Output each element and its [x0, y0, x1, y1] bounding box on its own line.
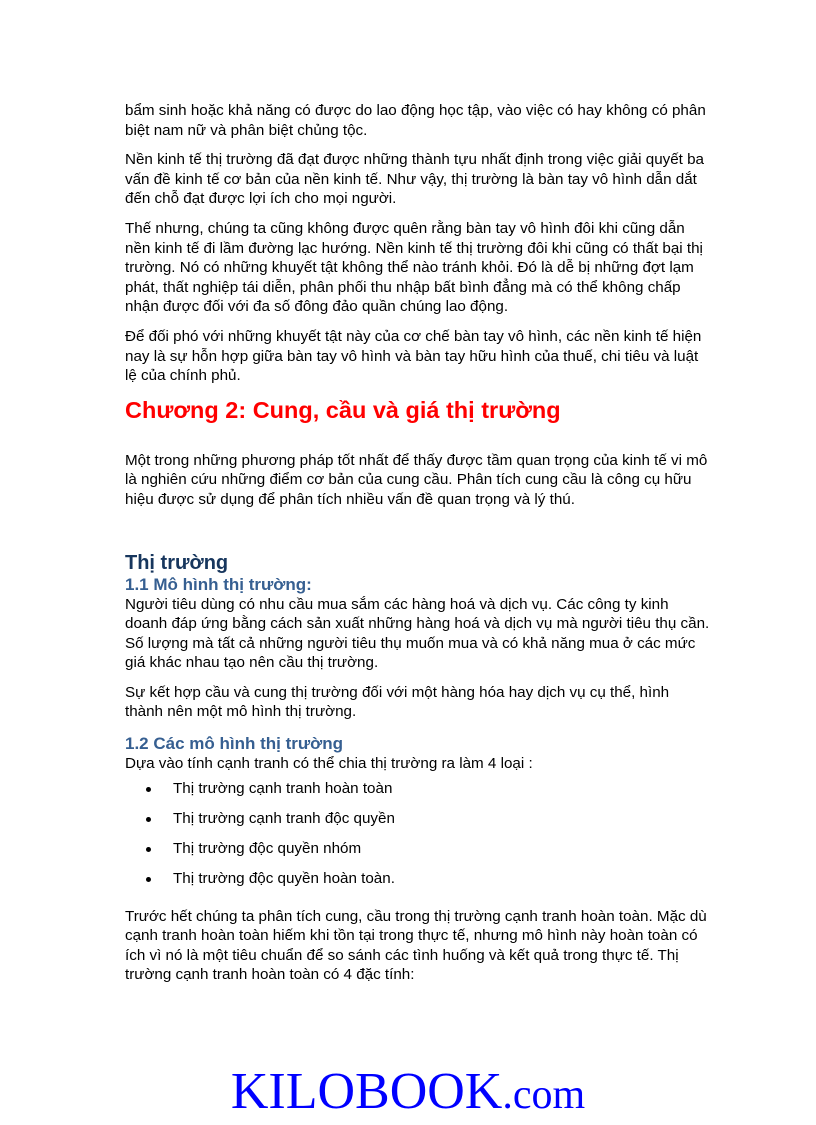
kilobook-watermark	[0, 1062, 816, 1125]
list-item-text: Thị trường độc quyền hoàn toàn.	[173, 869, 395, 887]
page-content	[125, 101, 710, 995]
intro-paragraph-2: Nền kinh tế thị trường đã đạt được những thành tựu nhất định trong việc giải quyết ba vấn đề kinh tế cơ bản của nền kinh tế. Như vậy, thị trường là bàn tay vô hình dẫn dắt đến chỗ đạt được lợi ích cho mọi người.	[125, 151, 705, 208]
watermark-brand: KILOBOOK	[230, 1063, 503, 1120]
bullet-icon	[146, 847, 151, 852]
list-item	[125, 839, 710, 869]
subsection-2-heading: 1.2 Các mô hình thị trường	[125, 734, 344, 754]
chapter-title: Chương 2: Cung, cầu và giá thị trường	[125, 396, 561, 423]
watermark-suffix: .com	[502, 1072, 586, 1118]
bullet-icon	[146, 787, 151, 792]
bullet-icon	[146, 877, 151, 882]
market-types-list	[125, 779, 710, 899]
list-item	[125, 809, 710, 839]
subsection-1-paragraph-1: Người tiêu dùng có nhu cầu mua sắm các hàng hoá và dịch vụ. Các công ty kinh doanh đáp ứng bằng cách sản xuất những hàng hoá và dịch vụ mà người tiêu thụ cần. Số lượng mà tất cả những người tiêu thụ muốn mua và có khả năng mua ở các mức giá khác nhau tạo nên cầu thị trường.	[125, 595, 710, 672]
list-item-text: Thị trường cạnh tranh hoàn toàn	[173, 779, 393, 797]
subsection-2-lead: Dựa vào tính cạnh tranh có thể chia thị trường ra làm 4 loại :	[125, 755, 533, 773]
list-item	[125, 779, 710, 809]
list-item-text: Thị trường cạnh tranh độc quyền	[173, 809, 395, 827]
list-item-text: Thị trường độc quyền nhóm	[173, 839, 362, 857]
bullet-icon	[146, 817, 151, 822]
intro-paragraph-4: Để đối phó với những khuyết tật này của cơ chế bàn tay vô hình, các nền kinh tế hiện nay là sự hỗn hợp giữa bàn tay vô hình và bàn tay hữu hình của thuế, chi tiêu và luật lệ của chính phủ.	[125, 327, 702, 385]
subsection-2-closing: Trước hết chúng ta phân tích cung, cầu trong thị trường cạnh tranh hoàn toàn. Mặc dù cạnh tranh hoàn toàn hiếm khi tồn tại trong thực tế, nhưng mô hình này hoàn toàn có ích vì nó là một tiêu chuẩn để so sánh các tình huống và kết quả trong thực tế. Thị trường cạnh tranh hoàn toàn có 4 đặc tính:	[125, 907, 707, 984]
chapter-intro: Một trong những phương pháp tốt nhất để thấy được tầm quan trọng của kinh tế vi mô là nghiên cứu những điểm cơ bản của cung cầu. Phân tích cung cầu là công cụ hữu hiệu được sử dụng để phân tích nhiều vấn đề quan trọng và lý thú.	[125, 451, 708, 508]
list-item	[125, 869, 710, 899]
subsection-1-paragraph-2: Sự kết hợp cầu và cung thị trường đối với một hàng hóa hay dịch vụ cụ thể, hình thành nên một mô hình thị trường.	[125, 683, 670, 721]
subsection-1-heading: 1.1 Mô hình thị trường:	[125, 574, 312, 594]
section-heading: Thị trường	[125, 551, 229, 574]
intro-paragraph-1: bẩm sinh hoặc khả năng có được do lao động học tập, vào việc có hay không có phân biệt nam nữ và phân biệt chủng tộc.	[125, 102, 706, 139]
intro-paragraph-3: Thế nhưng, chúng ta cũng không được quên rằng bàn tay vô hình đôi khi cũng dẫn nền kinh tế đi lầm đường lạc hướng. Nền kinh tế thị trường đôi khi cũng có thất bại thị trường. Nó có những khuyết tật không thể nào tránh khỏi. Đó là dễ bị những đợt lạm phát, thất nghiệp tái diễn, phân phối thu nhập bất bình đẳng mà có thể không chấp nhận được đối với đa số đông đảo quần chúng lao động.	[125, 219, 703, 316]
